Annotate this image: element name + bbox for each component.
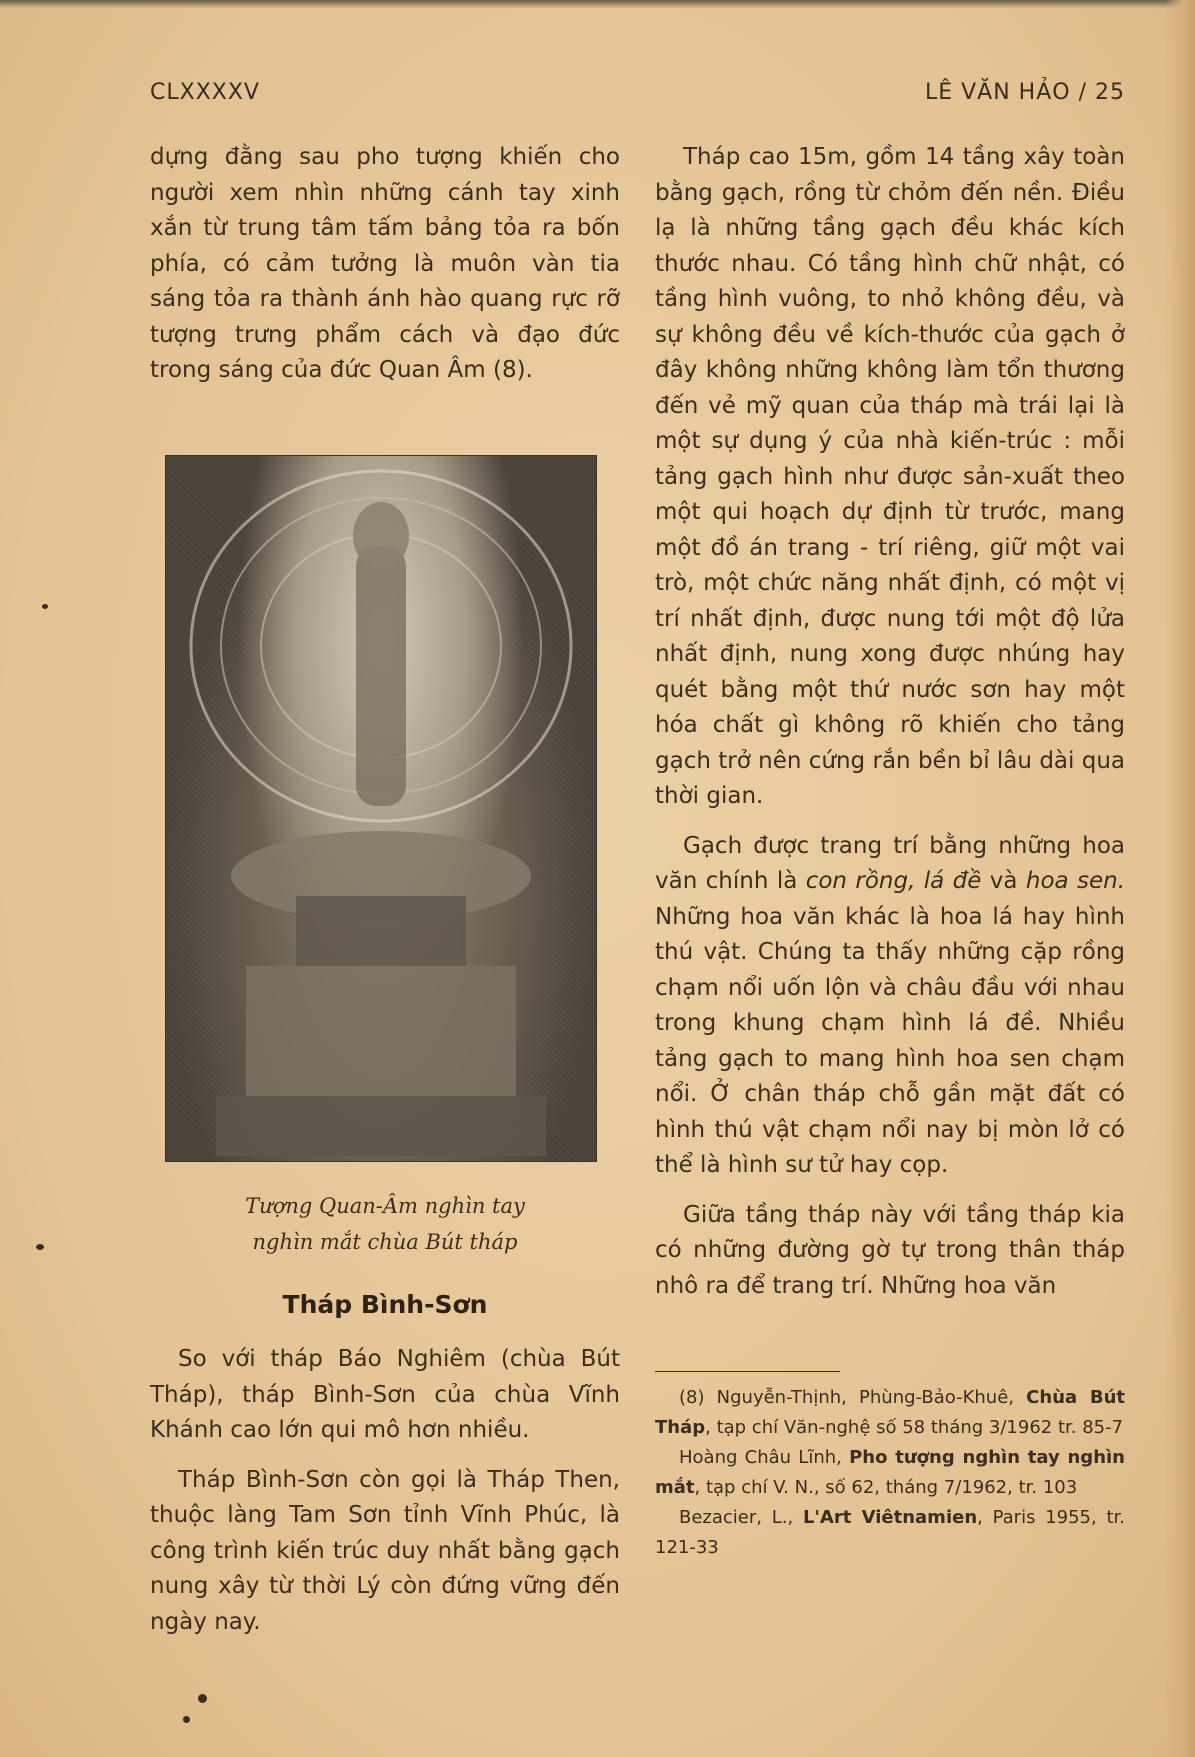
footnote-b-author: Hoàng Châu Lĩnh, <box>679 1447 850 1468</box>
left-paragraph-1: dựng đằng sau pho tượng khiến cho người xem nhìn những cánh tay xinh xắn từ trung tâm tấm bảng tỏa ra bốn phía, có cảm tưởng là muôn vàn tia sáng tỏa ra thành ánh hào quang rực rỡ tượng trưng phẩm cách và đạo đức trong sáng của đức Quan Âm (8). <box>150 144 620 383</box>
ink-speck <box>36 1244 44 1250</box>
footnote-c-source: , Paris 1955, tr. 121-33 <box>655 1507 1125 1558</box>
right-paragraph-1: Tháp cao 15m, gồm 14 tầng xây toàn bằng gạch, rồng từ chỏm đến nền. Điều lạ là những tầng gạch đều khác kích thước nhau. Có tầng hình chữ nhật, có tầng hình vuông, to nhỏ không đều, và sự không đều về kích-thước của gạch ở đây không những không làm tổn thương đến vẻ mỹ quan của tháp mà trái lại là một sự dụng ý của nhà kiến-trúc : mỗi tảng gạch hình như được sản-xuất theo một qui hoạch dự định từ trước, mang một đồ án trang - trí riêng, giữ một vai trò, một chức năng nhất định, có một vị trí nhất định, được nung tới một độ lửa nhất định, nung xong được nhúng hay quét bằng một thứ nước sơn hay một hóa chất gì không rõ khiến cho tảng gạch trở nên cứng rắn bền bỉ lâu dài qua thời gian. <box>655 144 1125 809</box>
ink-speck <box>198 1694 207 1703</box>
ink-speck <box>183 1716 190 1723</box>
right-paragraph-2 <box>655 829 1125 1184</box>
footnote-8-source: , tạp chí Văn-nghệ số 58 tháng 3/1962 tr. 85-7 <box>705 1417 1124 1438</box>
right-paragraph-2-part-3: Những hoa văn khác là hoa lá hay hình thú vật. Chúng ta thấy những cặp rồng chạm nổi uốn lộn và châu đầu với nhau trong khung chạm hình lá đề. Nhiều tảng gạch to mang hình hoa sen chạm nổi. Ở chân tháp chỗ gần mặt đất có hình thú vật chạm nổi nay bị mòn lở có thể là hình sư tử hay cọp. <box>655 903 1125 1178</box>
footnote-8 <box>655 1383 1125 1443</box>
page-top-edge <box>0 0 1195 8</box>
page-number-roman: CLXXXXV <box>150 80 260 105</box>
footnote-rule <box>655 1371 840 1372</box>
right-column <box>655 140 1125 1304</box>
left-paragraph-3: Tháp Bình-Sơn còn gọi là Tháp Then, thuộc làng Tam Sơn tỉnh Vĩnh Phúc, là công trình kiến trúc duy nhất bằng gạch nung xây từ thời Lý còn đứng vững đến ngày nay. <box>150 1466 620 1635</box>
footnote-c-title: L'Art Viêtnamien <box>802 1507 978 1528</box>
footnote-8-author: (8) Nguyễn-Thịnh, Phùng-Bảo-Khuê, <box>679 1387 1027 1408</box>
right-paragraph-2-part-1: Gạch được trang trí bằng những hoa văn chính là <box>655 832 1125 894</box>
photo-caption-line-2: nghìn mắt chùa Bút tháp <box>252 1230 518 1254</box>
left-column-lower <box>150 1342 620 1640</box>
footnote-c-author: Bezacier, L., <box>679 1507 803 1528</box>
running-title: LÊ VĂN HẢO / 25 <box>924 80 1125 105</box>
page-right-edge <box>1165 0 1195 1757</box>
footnote-b-source: , tạp chí V. N., số 62, tháng 7/1962, tr. 103 <box>694 1477 1078 1498</box>
right-paragraph-3: Giữa tầng tháp này với tầng tháp kia có những đường gờ tự trong thân tháp nhô ra để trang trí. Những hoa văn <box>655 1201 1125 1299</box>
footnote-b-title: Pho tượng nghìn tay nghìn mắt <box>655 1447 1125 1498</box>
footnote-b <box>655 1443 1125 1503</box>
left-column <box>150 140 620 389</box>
footnotes <box>655 1383 1125 1563</box>
statue-illustration <box>166 456 596 1161</box>
left-paragraph-2: So với tháp Báo Nghiêm (chùa Bút Tháp), tháp Bình-Sơn của chùa Vĩnh Khánh cao lớn qui mô hơn nhiều. <box>150 1346 620 1443</box>
right-paragraph-2-part-2: và <box>981 868 1026 894</box>
right-paragraph-2-italic-2: hoa sen. <box>1025 868 1126 894</box>
statue-photo <box>165 455 597 1162</box>
ink-speck <box>42 604 48 609</box>
photo-caption <box>150 1188 620 1260</box>
photo-caption-line-1: Tượng Quan-Âm nghìn tay <box>245 1194 525 1218</box>
footnote-8-title: Chùa Bút Tháp <box>655 1387 1125 1438</box>
section-title: Tháp Bình-Sơn <box>282 1290 488 1319</box>
right-paragraph-2-italic-1: con rồng, lá đề <box>805 868 982 894</box>
footnote-c <box>655 1503 1125 1563</box>
